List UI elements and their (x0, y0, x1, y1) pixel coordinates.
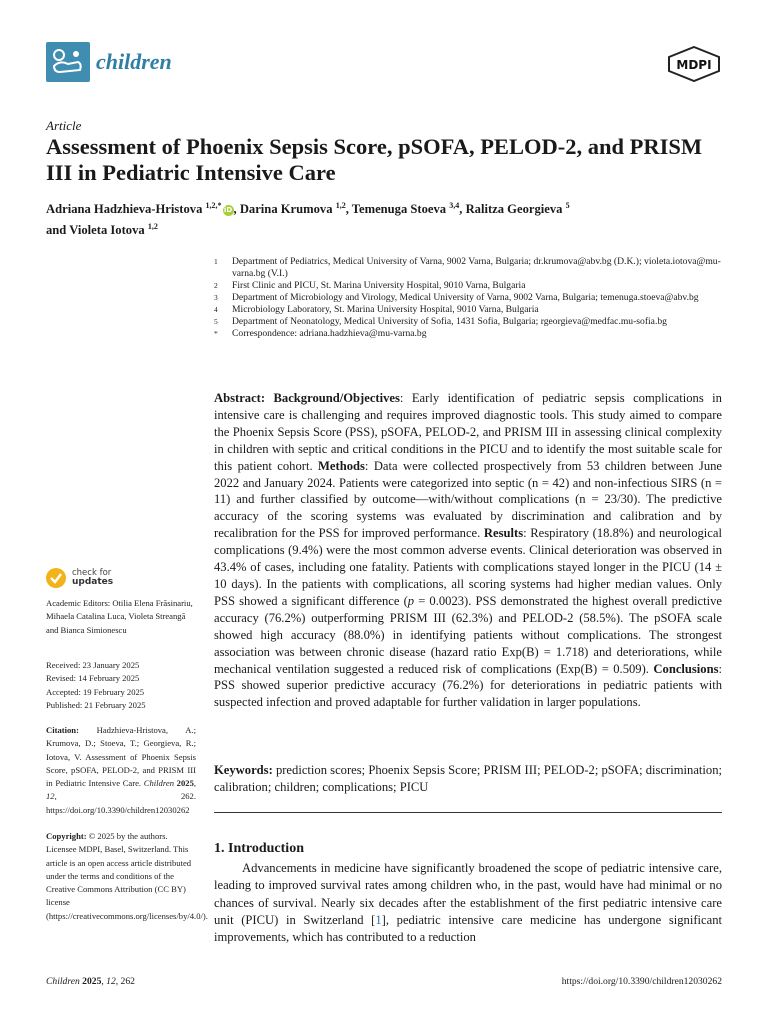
affiliation-item: 2 First Clinic and PICU, St. Marina University Hospital, 9010 Varna, Bulgaria (214, 280, 526, 291)
copyright-label: Copyright: (46, 831, 87, 841)
check-updates-icon (46, 568, 66, 588)
article-type: Article (46, 118, 82, 133)
journal-logo (46, 42, 90, 82)
copyright-block (46, 830, 208, 923)
abstract-section-label: Background/Objectives (273, 391, 400, 405)
citation-label: Citation: (46, 725, 79, 735)
mdpi-logo-icon (666, 46, 722, 82)
body-text: Advancements in medicine have significantly broadened the scope of pediatric intensive care, leading to improved survival rates among children who, in the past, would have had minimal or no chances of survival. Nearly six decades after the establishment of the first pediatric intensive care unit (PICU) in Switzerland [ (214, 861, 722, 927)
abstract-section-label: Conclusions (653, 661, 719, 676)
affiliation-item: 5 Department of Neonatology, Medical University of Sofia, 1431 Sofia, Bulgaria; rgeorgieva@medfac.mu-sofia.bg (214, 316, 667, 327)
check-for-updates-button[interactable] (46, 568, 113, 588)
check-updates-label: updates (72, 577, 114, 587)
abstract-text: : Data were collected prospectively from 53 children between June 2022 and January 2024. Patients were categorized into septic (n = 42) and non-infectious SIRS (n = 11) and further classified by outcome—with/without complications (n = 23/30). The predictive accuracy of the scoring systems was evaluated by discrimination and calibration and by recalibration for the PSS for improved performance. (214, 458, 723, 541)
keywords-label: Keywords: (214, 763, 273, 777)
children-logo-icon (46, 42, 90, 82)
author-name[interactable]: Darina Krumova (239, 202, 333, 217)
citation-text: Children (143, 778, 174, 789)
citation-text: 2025 (176, 778, 194, 789)
author-name[interactable]: Temenuga Stoeva (351, 202, 447, 217)
author-affil-sup: 3,4 (449, 201, 460, 210)
abstract-text: : Early identification of pediatric sepsis complications in intensive care is challenging and requires improved diagnostic tools. This study aimed to compare the Phoenix Sepsis Score (PSS), pSOFA, PELOD-2, and PRISM III in assessing clinical complexity in children with septic and critical conditions in the PICU and to identify the most suitable scale for this patient cohort. (214, 391, 722, 473)
academic-editors: Academic Editors: Otilia Elena Frăsinariu, Mihaela Catalina Luca, Violeta Streangă and Bianca Simionescu (46, 598, 193, 635)
author-affil-sup: 5 (565, 201, 570, 210)
citation-text: Hadzhieva-Hristova, A.; Krumova, D.; Stoeva, T.; Georgieva, R.; Iotova, V. Assessment of Phoenix Sepsis Score, pSOFA, PELOD-2, and PRISM III in Pediatric Intensive Care. (46, 725, 196, 789)
keywords-text: prediction scores; Phoenix Sepsis Score; PRISM III; PELOD-2; pSOFA; discrimination; calibration; children; complications; PICU (214, 763, 722, 794)
author-name[interactable]: Adriana Hadzhieva-Hristova (46, 202, 203, 217)
author-name[interactable]: Ralitza Georgieva (465, 202, 563, 217)
paper-title: Assessment of Phoenix Sepsis Score, pSOFA, PELOD-2, and PRISM III in Pediatric Intensive Care (46, 134, 703, 185)
date-received: Received: 23 January 2025 (46, 660, 140, 670)
abstract-label: Abstract: (214, 391, 266, 405)
citation-text: 12 (46, 791, 55, 802)
footer-journal: Children (46, 976, 80, 987)
abstract-text: : Respiratory (18.8%) and neurological complications (9.4%) were the most common adverse events. Clinical deterioration was observed in 43.4% of cases, including one fatality. Patients with complications stayed longer in the PICU (14 ± 10 days). In the patients with complications, all scoring systems had higher median values. Only PSS showed a significant difference ( (214, 526, 722, 608)
abstract-text: : PSS showed superior predictive accuracy (76.2%) for deteriorations in pediatric patients with suspected infection and proved adaptable for further validation in larger populations. (214, 661, 723, 710)
date-revised: Revised: 14 February 2025 (46, 673, 140, 684)
footer-year: 2025 (82, 976, 102, 987)
check-updates-label: check for (72, 568, 112, 578)
affiliation-item: 4 Microbiology Laboratory, St. Marina University Hospital, 9010 Varna, Bulgaria (214, 304, 539, 315)
body-text: ], pediatric intensive care medicine has undergone significant improvements, which has contributed to a reduction (214, 912, 722, 945)
mdpi-logo[interactable] (666, 46, 722, 86)
keywords (214, 762, 722, 796)
copyright-text: © 2025 by the authors. Licensee MDPI, Basel, Switzerland. This article is an open access article distributed under the terms and conditions of the Creative Commons Attribution (CC BY) license (https://creativecommons.org/licenses/by/4.0/). (46, 831, 208, 921)
date-accepted: Accepted: 19 February 2025 (46, 686, 145, 697)
section-heading: 1. Introduction (214, 841, 304, 856)
author-name[interactable]: Violeta Iotova (69, 223, 145, 238)
footer-doi-link[interactable]: https://doi.org/10.3390/children12030262 (561, 976, 722, 987)
correspondence: * Correspondence: adriana.hadzhieva@mu-varna.bg (214, 328, 427, 339)
footer-volume: 12 (106, 976, 116, 987)
introduction-text (214, 860, 722, 946)
affiliations (214, 256, 726, 340)
author-list: Adriana Hadzhieva-Hristova $^{1,2,*}$iD, Darina Krumova $^{1,2}$, Temenuga Stoeva $^{3,4}$, Ralitza Georgieva $^5$ and Violeta Iotova $^{1,2}$ (46, 201, 570, 238)
citation-doi-link[interactable]: , 262. https://doi.org/10.3390/children12030262 (46, 791, 196, 815)
abstract-text: p (407, 593, 415, 608)
orcid-icon[interactable]: iD (223, 206, 233, 215)
abstract (214, 390, 722, 711)
citation-block: Citation: Hadzhieva-Hristova, A.; Krumova, D.; Stoeva, T.; Georgieva, R.; Iotova, V. Assessment of Phoenix Sepsis Score, pSOFA, PELOD-2, and PRISM III in Pediatric Intensive Care. Children 2025, 12, 262. https://doi.org/10.3390/children12030262 (46, 725, 197, 815)
publication-dates (46, 659, 196, 712)
abstract-section-label: Results (483, 526, 524, 541)
abstract-section-label: Methods (318, 458, 365, 473)
date-published: Published: 21 February 2025 (46, 699, 146, 710)
journal-name[interactable]: children (96, 49, 172, 74)
footer-citation: Children 2025, 12, 262 (46, 976, 135, 987)
svg-text:MDPI: MDPI (676, 58, 712, 72)
affiliation-item: 1 Department of Pediatrics, Medical University of Varna, 9002 Varna, Bulgaria; dr.krumova@abv.bg (D.K.); violeta.iotova@mu-varna.bg (V.I.) (214, 256, 721, 279)
affiliation-item: 3 Department of Microbiology and Virology, Medical University of Varna, 9002 Varna, Bulgaria; temenuga.stoeva@abv.bg (214, 292, 699, 303)
author-affil-sup: 1,2 (335, 201, 346, 210)
abstract-text: = 0.0023). PSS demonstrated the highest overall predictive accuracy (76.2%) outperforming PRISM III (62.3%) and PELOD-2 (58.5%). The pSOFA scale showed high accuracy (88.0%) in identifying patients without complications. The strongest association was between chronic disease (hazard ratio Exp(B) = 1.718) and deteriorations, while mechanical ventilation suggested a reduced risk of complications (Exp(B) = 0.509). (214, 593, 722, 676)
author-affil-sup: 1,2 (147, 222, 158, 232)
citation-link[interactable]: 1 (375, 912, 382, 927)
footer-page: , 262 (115, 976, 135, 987)
author-affil-sup: 1,2,* (205, 201, 222, 210)
section-divider (214, 812, 722, 813)
